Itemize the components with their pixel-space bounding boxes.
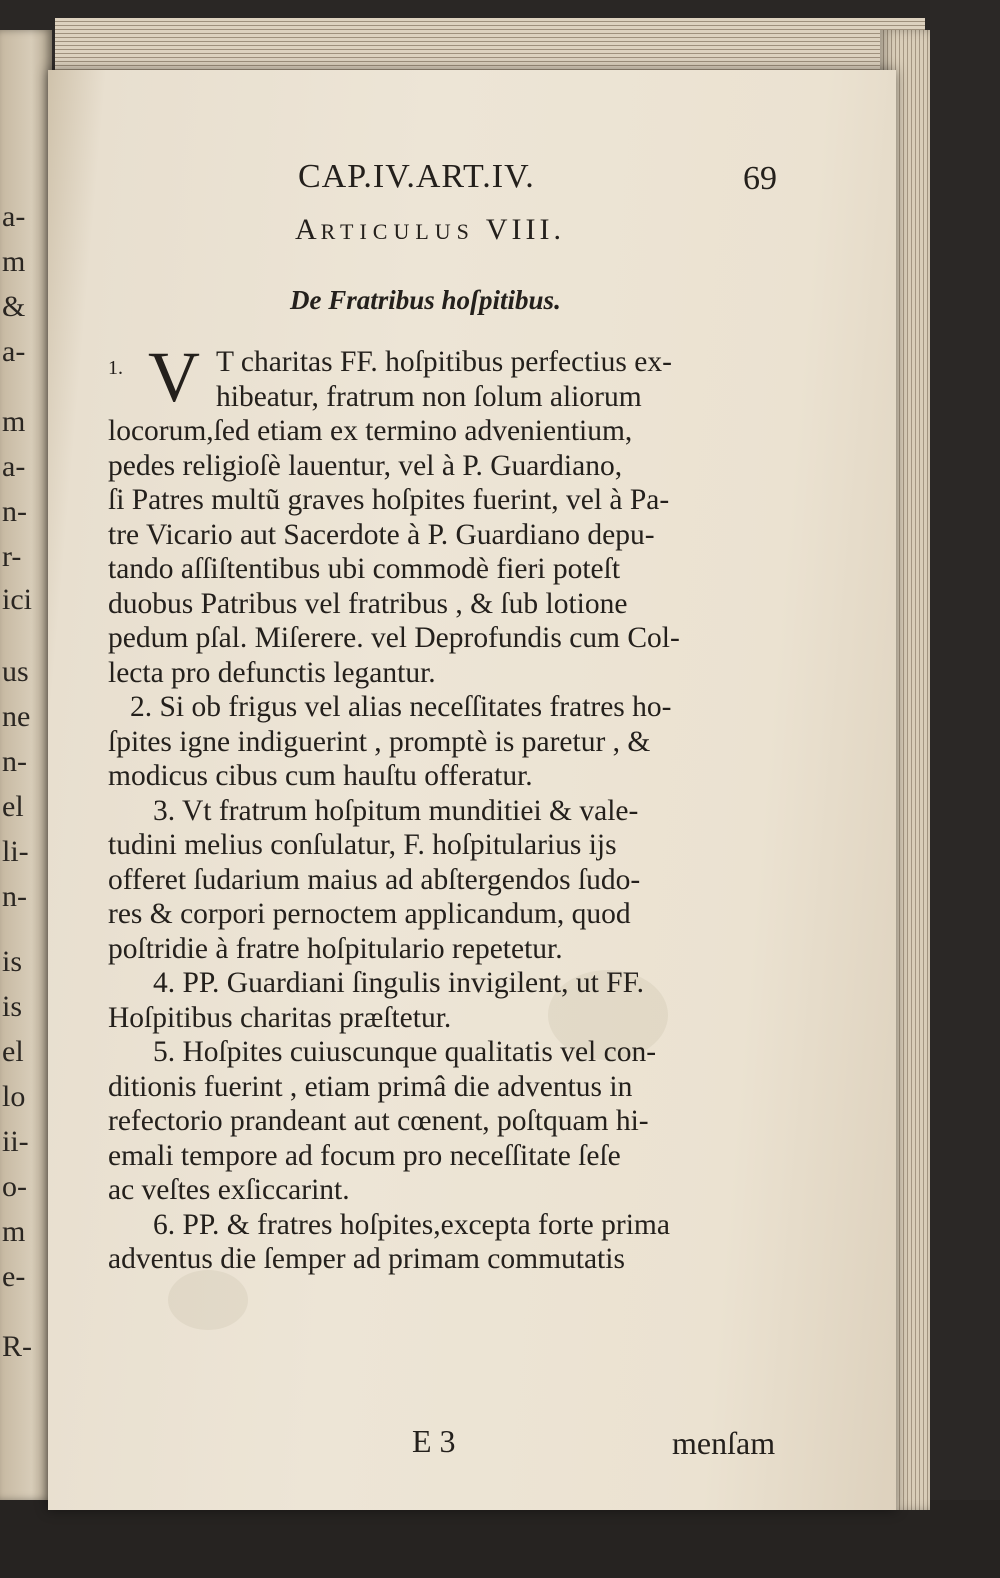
text-line: pedes religioſè lauentur, vel à P. Guardiano, bbox=[108, 449, 623, 482]
paragraph-1-opening bbox=[108, 337, 788, 417]
article-title-word: RTICULUS bbox=[320, 219, 475, 244]
left-page-fragment: is bbox=[2, 990, 23, 1023]
article-subtitle: De Fratribus hoſpitibus. bbox=[290, 285, 561, 315]
text-line: 6. PP. & fratres hoſpites,excepta forte prima bbox=[153, 1208, 670, 1241]
left-page-fragment: n- bbox=[2, 495, 27, 528]
left-page-fragment: & bbox=[2, 290, 26, 323]
page-stack-top bbox=[55, 18, 925, 76]
left-page-fragment: a- bbox=[2, 450, 26, 483]
paragraph-4 bbox=[108, 966, 788, 1035]
text-line: Hoſpitibus charitas præſtetur. bbox=[108, 1001, 452, 1034]
text-line: emali tempore ad focum pro neceſſitate ſeſe bbox=[108, 1139, 621, 1172]
left-page-fragment: o- bbox=[2, 1170, 27, 1203]
catchword: menſam bbox=[672, 1425, 776, 1461]
left-page-fragment: el bbox=[2, 1035, 24, 1068]
paragraph-3 bbox=[108, 794, 788, 967]
left-page-fragment: a- bbox=[2, 335, 26, 368]
text-line: T charitas FF. hoſpitibus perfectius ex- bbox=[216, 346, 672, 378]
body-text bbox=[108, 337, 788, 1277]
text-line: tando aſſiſtentibus ubi commodè fieri poteſt bbox=[108, 553, 621, 585]
left-page-fragment: r- bbox=[2, 540, 22, 573]
text-line: 2. Si ob frigus vel alias neceſſitates fratres ho- bbox=[130, 691, 672, 723]
text-line: tudini melius conſulatur, F. hoſpitularius ijs bbox=[108, 829, 617, 861]
left-page-fragment: m bbox=[2, 1215, 26, 1248]
drop-cap: V bbox=[148, 337, 200, 417]
article-title-initial: A bbox=[295, 213, 321, 246]
left-page-fragment: us bbox=[2, 655, 29, 688]
left-page-fragment: n- bbox=[2, 880, 27, 913]
text-line: duobus Patribus vel fratribus , & ſub lotione bbox=[108, 587, 628, 620]
left-page-fragment: li- bbox=[2, 835, 29, 868]
text-line: poſtridie à fratre hoſpitulario repetetur. bbox=[108, 932, 563, 965]
previous-page-edge bbox=[0, 30, 52, 1500]
background-right bbox=[930, 0, 1000, 1578]
paragraph-6 bbox=[108, 1208, 788, 1277]
paragraph-number: 1. bbox=[108, 357, 123, 379]
text-line: lecta pro defunctis legantur. bbox=[108, 656, 436, 689]
text-line: 4. PP. Guardiani ſingulis invigilent, ut FF. bbox=[153, 967, 644, 999]
text-line: modicus cibus cum hauſtu offeratur. bbox=[108, 760, 533, 792]
text-line: 5. Hoſpites cuiuscunque qualitatis vel con- bbox=[153, 1036, 657, 1068]
text-line: adventus die ſemper ad primam commutatis bbox=[108, 1243, 625, 1275]
text-line: ac veſtes exſiccarint. bbox=[108, 1174, 350, 1206]
left-page-fragment: m bbox=[2, 405, 26, 438]
text-line: ſi Patres multũ graves hoſpites fuerint, vel à Pa- bbox=[108, 484, 670, 516]
text-line: refectorio prandeant aut cœnent, poſtquam hi- bbox=[108, 1105, 649, 1137]
paragraph-5 bbox=[108, 1035, 788, 1208]
text-line: tre Vicario aut Sacerdote à P. Guardiano depu- bbox=[108, 518, 655, 551]
left-page-fragment: n- bbox=[2, 745, 27, 778]
text-line: 3. Vt fratrum hoſpitum munditiei & vale- bbox=[153, 794, 639, 827]
paragraph-1 bbox=[108, 414, 788, 690]
text-line: ditionis fuerint , etiam primâ die adventus in bbox=[108, 1070, 633, 1103]
running-title: CAP.IV.ART.IV. bbox=[298, 158, 535, 195]
background-bottom bbox=[0, 1500, 1000, 1578]
left-page-fragment: is bbox=[2, 945, 23, 978]
page-number: 69 bbox=[743, 160, 777, 197]
left-page-fragment: R- bbox=[2, 1330, 32, 1363]
signature-mark: E 3 bbox=[412, 1423, 456, 1459]
left-page-fragment: m bbox=[2, 245, 26, 278]
left-page-fragment: el bbox=[2, 790, 24, 823]
left-page-fragment: e- bbox=[2, 1260, 26, 1293]
left-page-fragment: ii- bbox=[2, 1125, 29, 1158]
text-line: ſpites igne indiguerint , promptè is paretur , & bbox=[108, 725, 651, 758]
text-line: hibeatur, fratrum non ſolum aliorum bbox=[216, 380, 642, 413]
text-line: res & corpori pernoctem applicandum, quod bbox=[108, 898, 631, 930]
left-page-fragment: a- bbox=[2, 200, 26, 233]
left-page-fragment: lo bbox=[2, 1080, 26, 1113]
paragraph-2 bbox=[108, 690, 788, 794]
left-page-fragment: ici bbox=[2, 583, 32, 616]
text-line: pedum pſal. Miſerere. vel Deprofundis cum Col- bbox=[108, 622, 680, 654]
article-title bbox=[295, 213, 565, 247]
left-page-fragment: ne bbox=[2, 700, 31, 733]
article-title-number: VIII. bbox=[485, 213, 566, 246]
text-line: offeret ſudarium maius ad abſtergendos ſudo- bbox=[108, 863, 641, 896]
text-line: locorum,ſed etiam ex termino advenientium, bbox=[108, 415, 633, 447]
